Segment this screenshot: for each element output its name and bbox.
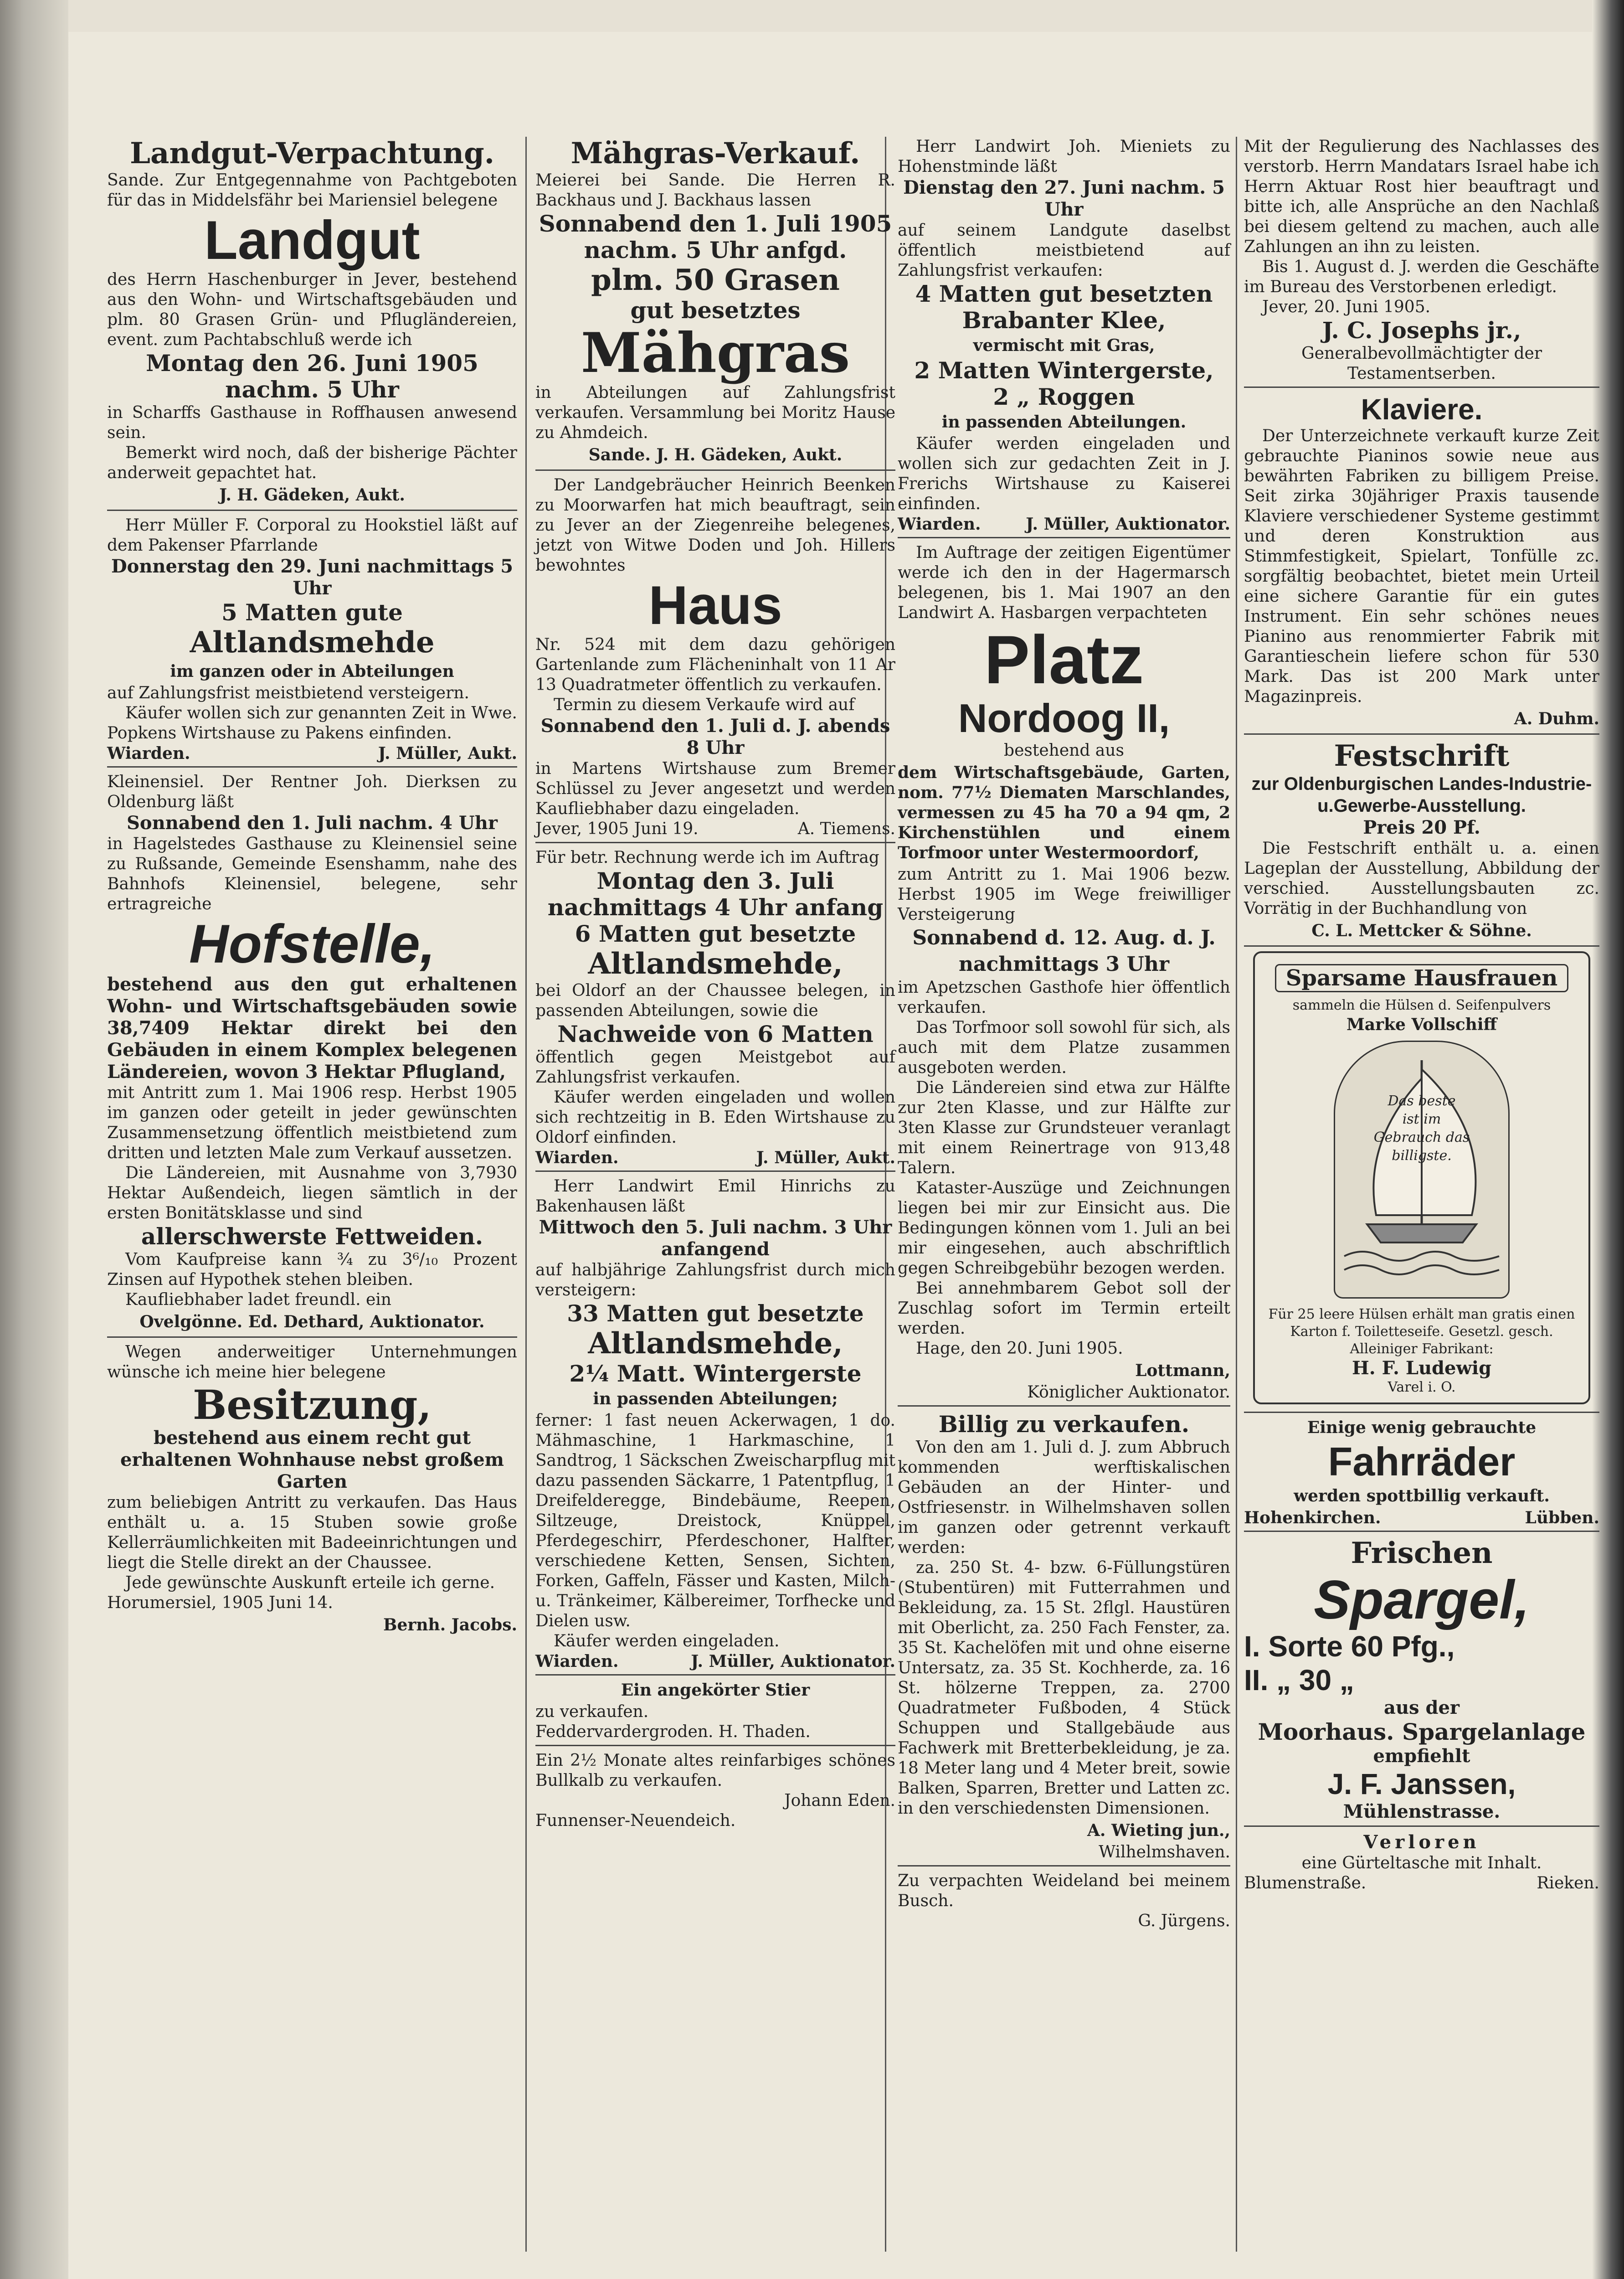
ad-place: Hage, den 20. Juni 1905. — [916, 1339, 1123, 1358]
ad-body: auf halbjährige Zahlungsfrist durch mich versteigern: — [535, 1261, 895, 1299]
ad-signature: J. C. Josephs jr., — [1322, 317, 1521, 344]
ad-sub: zur Oldenburgischen Landes-Industrie-u.Gewerbe-Ausstellung. — [1251, 774, 1592, 816]
ad-item: gut besetztes — [630, 297, 801, 324]
ad-big-title: Altlandsmehde, — [588, 947, 843, 981]
ad-hofstelle — [107, 772, 517, 1338]
ad-body: zum Antritt zu 1. Mai 1906 bezw. Herbst 1905 im Wege freiwilliger Versteigerung — [898, 865, 1230, 924]
column-rule — [525, 137, 527, 2252]
ad-date: Donnerstag den 29. Juni nachmittags 5 Uhr — [111, 556, 514, 599]
ad-body: Jede gewünschte Auskunft erteile ich gerne. — [125, 1573, 495, 1592]
ad-item: 6 Matten gut besetzte — [575, 920, 856, 947]
column-3 — [898, 137, 1230, 2252]
ad-item: 33 Matten gut besetzte — [567, 1300, 864, 1327]
ad-bullkalb — [535, 1751, 895, 1834]
ad-big-title: Hofstelle, — [189, 913, 436, 975]
sig-place: Jever, 1905 Juni 19. — [535, 820, 699, 838]
ad-body: zum beliebigen Antritt zu verkaufen. Das Haus enthält u. a. 15 Stuben sowie große Kellerräumlichkeiten mit Badeeinrichtungen und liegt die Stelle direkt an der Chaussee. — [107, 1493, 517, 1572]
sig-name: A. Tiemens. — [797, 820, 895, 838]
ad-signature-title: Königlicher Auktionator. — [1027, 1383, 1230, 1402]
ad-heading: Festschrift — [1334, 739, 1510, 773]
ad-big-title: Platz — [984, 621, 1144, 698]
ad-body: Vom Kaufpreise kann ¾ zu 3⁶/₁₀ Prozent Zinsen auf Hypothek stehen bleiben. — [107, 1250, 517, 1289]
ad-signature — [1244, 1873, 1599, 1893]
ad-klaviere — [1244, 392, 1599, 735]
ad-price-line: I. Sorte 60 Pfg., — [1244, 1630, 1455, 1663]
ad-heading: Mähgras-Verkauf. — [570, 136, 860, 170]
ad-item: 2 „ Roggen — [993, 383, 1135, 410]
ad-place: Jever, 20. Juni 1905. — [1262, 298, 1431, 316]
ad-intro: Im Auftrage der zeitigen Eigentümer werde ich den in der Hagermarsch belegenen, bis 1. Mai 1907 an den Landwirt A. Hasbargen verpachteten — [898, 543, 1230, 622]
sig-name: J. Müller, Auktionator. — [691, 1652, 895, 1671]
sig-place: Wiarden. — [107, 744, 190, 763]
ad-intro: Wegen anderweitiger Unternehmungen wünsche ich meine hier belegene — [107, 1343, 517, 1382]
vollschiff-frame — [1253, 951, 1590, 1404]
ad-date: Montag den 3. Juli — [596, 867, 834, 894]
sig-place: Wiarden. — [535, 1148, 619, 1167]
ad-body: in Hagelstedes Gasthause zu Kleinensiel seine zu Rußsande, Gemeinde Esenshamm, nahe des Bahnhofs Kleinensiel, belegene, sehr ertragreiche — [107, 835, 517, 913]
ad-body: werden spottbillig verkauft. — [1294, 1486, 1550, 1506]
ad-signature-place: Wilhelmshaven. — [1099, 1843, 1230, 1861]
ad-body: Mit der Regulierung des Nachlasses des verstorb. Herrn Mandatars Israel habe ich Herrn Aktuar Rost hier beauftragt und bitte ich, alle Ansprüche an den Nachlaß bei diesem geltend zu machen, auch alle Zahlungen an ihn zu leisten. — [1244, 137, 1599, 256]
ad-body: öffentlich gegen Meistgebot auf Zahlungsfrist verkaufen. — [535, 1048, 895, 1087]
ad-bold-body: bestehend aus den gut erhaltenen Wohn- und Wirtschaftsgebäuden sowie 38,7409 Hektar direkt bei den Gebäuden in einem Komplex belegenen Ländereien, wovon 3 Hektar Pflugland, — [107, 974, 517, 1083]
ad-besitzung — [107, 1342, 517, 1640]
ad-body: bei Oldorf an der Chaussee belegen, in passenden Abteilungen, sowie die — [535, 981, 895, 1020]
ad-big-title: Spargel, — [1314, 1569, 1530, 1630]
ad-signature: Lottmann, — [1135, 1361, 1230, 1380]
ad-intro: Für betr. Rechnung werde ich im Auftrag — [535, 848, 879, 867]
ad-date: Sonnabend den 1. Juli d. J. abends 8 Uhr — [540, 715, 890, 758]
ad-heading: Klaviere. — [1361, 393, 1483, 426]
ad-brand: Marke Vollschiff — [1346, 1015, 1497, 1034]
ad-bold-body: Ein angekörter Stier — [621, 1681, 810, 1700]
ad-heading: Landgut-Verpachtung. — [129, 136, 495, 170]
ad-time: nachmittags 3 Uhr — [958, 953, 1170, 976]
ad-sub: aus der — [1384, 1697, 1460, 1718]
ad-body: des Herrn Haschenburger in Jever, bestehend aus den Wohn- und Wirtschaftsgebäuden und plm. 80 Grasen Grün- und Pflugländereien, event. zum Pachtabschluß werde ich — [107, 270, 517, 349]
ad-big-title: Besitzung, — [192, 1381, 432, 1428]
ad-signature — [535, 1148, 895, 1168]
ad-body: Von den am 1. Juli d. J. zum Abbruch kommenden werftiskalischen Gebäuden an der Hinter- und Ostfriesenstr. in Wilhelmshaven sollen im ganzen oder getrennt verkauft werden: — [898, 1438, 1230, 1557]
ad-bold-body: bestehend aus einem recht gut erhaltenen Wohnhause nebst großem Garten — [120, 1427, 504, 1492]
ad-maker-label: Alleiniger Fabrikant: — [1350, 1341, 1494, 1357]
ad-item: plm. 50 Grasen — [591, 263, 840, 297]
ad-body: in Scharffs Gasthause in Roffhausen anwesend sein. — [107, 403, 517, 442]
ad-bold-body: dem Wirtschaftsgebäude, Garten, nom. 77½ Diematen Marschlandes, vermessen zu 45 ha 70 a 94 qm, 2 Kirchenstühlen und einem Torfmoor unter Westermoordorf, — [898, 763, 1230, 862]
ad-big-title: Mähgras — [581, 321, 850, 385]
ad-body: Käufer wollen sich zur genannten Zeit in Wwe. Popkens Wirtshause zu Pakens einfinden. — [107, 704, 517, 742]
column-4 — [1244, 137, 1599, 2252]
ad-sub: empfiehlt — [1373, 1745, 1470, 1767]
ad-signature — [1244, 1508, 1599, 1528]
ad-body: im Apetzschen Gasthofe hier öffentlich verkaufen. — [898, 978, 1230, 1017]
column-rule — [1236, 137, 1237, 2252]
ad-intro: Sande. Zur Entgegennahme von Pachtgeboten für das in Middelsfähr bei Mariensiel belegene — [107, 171, 517, 210]
ad-body: zu verkaufen. — [535, 1702, 649, 1721]
ad-big-title: Haus — [648, 575, 782, 636]
script-line: Gebrauch das — [1373, 1129, 1470, 1145]
ad-item: 4 Matten gut besetzten — [915, 280, 1213, 307]
ad-body: Der Unterzeichnete verkauft kurze Zeit gebrauchte Pianinos sowie neue aus bewährten Fabriken zu billigem Preise. Seit zirka 30jähriger Praxis tausende Klaviere verschiedener Systeme gestimmt und deren Konstruktion aus Stimmfestigkeit, Spielart, Tonfülle zc. sorgfältig beobachtet, bietet mein Urteil eine sichere Garantie für ein gutes Instrument. Ein sehr schönes neues Pianino aus renommierter Fabrik mit Garantieschein liefere schon für 530 Mark. Das ist 200 Mark unter Magazinpreis. — [1244, 427, 1599, 706]
ad-time: nachmittags 4 Uhr anfang — [547, 894, 884, 921]
ad-date: Dienstag den 27. Juni nachm. 5 Uhr — [903, 177, 1225, 220]
ad-intro: Herr Müller F. Corporal zu Hookstiel läßt auf dem Pakenser Pfarrlande — [107, 516, 517, 555]
ad-signature: Ovelgönne. Ed. Dethard, Auktionator. — [139, 1312, 485, 1331]
ad-big-title-2: Nordoog II, — [958, 696, 1170, 741]
ad-body: Käufer werden eingeladen. — [554, 1632, 780, 1650]
ad-body: za. 250 St. 4- bzw. 6-Füllungstüren (Stubentüren) mit Futterrahmen und Bekleidung, za. 15 St. 2flgl. Haustüren mit Oberlicht, za. 250 Fach Fenster, za. 35 St. Kachelöfen mit und ohne eiserne Untersatz, za. 35 St. Kochherde, za. 16 St. hölzerne Treppen, za. 2700 Quadratmeter Fußboden, 4 Stück Schuppen und Stallgebäude aus Fachwerk mit Bretterbekleidung, je za. 18 Meter lang und 4 Meter breit, sowie Balken, Sparren, Bretter und Latten zc. in den verschiedensten Dimensionen. — [898, 1558, 1230, 1818]
ad-body: Die Ländereien, mit Ausnahme von 3,7930 Hektar Außendeich, liegen sämtlich in der ersten Bonitätsklasse und sind — [107, 1164, 517, 1222]
book-binding — [0, 0, 68, 2279]
sig-place: Hohenkirchen. — [1244, 1508, 1381, 1527]
ad-price-line: II. „ 30 „ — [1244, 1664, 1354, 1696]
ad-body: Käufer werden eingeladen und wollen sich zur gedachten Zeit in J. Frerichs Wirtshause zu Kaiserei einfinden. — [898, 434, 1230, 513]
ad-maker-place: Varel i. O. — [1388, 1379, 1456, 1395]
ad-vollschiff — [1244, 951, 1599, 1413]
ad-landgut-verpachtung — [107, 137, 517, 511]
script-line: ist im — [1402, 1111, 1441, 1127]
sailboat-icon — [1335, 1042, 1508, 1297]
sailboat-illustration — [1334, 1041, 1510, 1299]
ad-festschrift — [1244, 739, 1599, 947]
ad-billig-zu-verkaufen — [898, 1411, 1230, 1867]
sig-name: J. Müller, Aukt. — [378, 744, 517, 763]
ad-body: Ein 2½ Monate altes reinfarbiges schönes Bullkalb zu verkaufen. — [535, 1751, 895, 1790]
ad-body: Nr. 524 mit dem dazu gehörigen Gartenlande zum Flächeninhalt von 11 Ar 13 Quadratmeter öffentlich zu verkaufen. — [535, 635, 895, 694]
ad-sub: sammeln die Hülsen d. Seifenpulvers — [1292, 997, 1551, 1013]
sig-place: Blumenstraße. — [1244, 1874, 1367, 1892]
ad-intro: Meierei bei Sande. Die Herren R. Backhaus und J. Backhaus lassen — [535, 171, 895, 210]
ad-stier — [535, 1680, 895, 1746]
ad-signature: Sande. J. H. Gädeken, Aukt. — [588, 445, 843, 464]
ad-body: ferner: 1 fast neuen Ackerwagen, 1 do. Mähmaschine, 1 Harkmaschine, 1 Sandtrog, 1 Säckschen Zweischarpflug mit dazu passenden Säckarre, 1 Patentpflug, 1 Dreifelderegge, Bindebäume, Reepen, Siltzeuge, Dreistock, Knüppel, Pferdegeschirr, Pferdeschoner, Halfter, verschiedene Ketten, Sensen, Sichten, Forken, Gaffeln, Fässer und Kasten, Milch- u. Tränkeimer, Kälbereimer, Torfhecke und Dielen usw. — [535, 1411, 895, 1630]
sig-name: J. Müller, Auktionator. — [1026, 515, 1230, 534]
ad-big-title: Fahrräder — [1328, 1439, 1516, 1484]
ad-body: Bei annehmbarem Gebot soll der Zuschlag sofort im Termin erteilt werden. — [898, 1279, 1230, 1338]
ad-intro: Herr Landwirt Joh. Mieniets zu Hohenstminde läßt — [898, 137, 1230, 176]
ad-intro: Herr Landwirt Emil Hinrichs zu Bakenhausen läßt — [535, 1177, 895, 1216]
ad-spargel — [1244, 1537, 1599, 1827]
ad-place: Horumersiel, 1905 Juni 14. — [107, 1593, 333, 1612]
ad-platz-nordoog — [898, 543, 1230, 1407]
sig-place: Wiarden. — [535, 1652, 619, 1671]
ad-body: auf Zahlungsfrist meistbietend versteigern. — [107, 684, 469, 702]
column-1 — [107, 137, 517, 2252]
ad-signature: C. L. Mettcker & Söhne. — [1311, 921, 1532, 940]
ad-hinrichs — [535, 1176, 895, 1676]
ad-date: Mittwoch den 5. Juli nachm. 3 Uhr anfangend — [539, 1217, 892, 1260]
ad-body: Kataster-Auszüge und Zeichnungen liegen bei mir zur Einsicht aus. Die Bedingungen können vom 1. Juli an bei mir eingesehen, auch abschriftlich gegen Schreibgebühr bezogen werden. — [898, 1179, 1230, 1278]
ad-haus — [535, 475, 895, 843]
ad-body: in Abteilungen auf Zahlungsfrist verkaufen. Versammlung bei Moritz Hause zu Ahmdeich. — [535, 383, 895, 442]
ad-altlandsmehde-oldorf — [535, 848, 895, 1172]
ad-body: Zu verpachten Weideland bei meinem Busch. — [898, 1872, 1230, 1910]
script-line: billigste. — [1392, 1148, 1452, 1164]
ad-body: Die Festschrift enthält u. a. einen Lageplan der Ausstellung, Abbildung der verschied. Ausstellungsbauten zc. Vorrätig in der Buchhandlung von — [1244, 839, 1599, 918]
ad-body: Das Torfmoor soll sowohl für sich, als auch mit dem Platze zusammen ausgeboten werden. — [898, 1018, 1230, 1077]
ad-note: Bemerkt wird noch, daß der bisherige Pächter anderweit gepachtet hat. — [107, 443, 517, 482]
ad-body: Die Ländereien sind etwa zur Hälfte zur 2ten Klasse, und zur Hälfte zur 3ten Klasse zur Grundsteuer veranlagt mit einem Reinertrage von 913,48 Talern. — [898, 1078, 1230, 1177]
ad-signature — [535, 1651, 895, 1671]
ad-place: Funnenser-Neuendeich. — [535, 1811, 736, 1830]
ad-big-title-2: allerschwerste Fettweiden. — [141, 1223, 483, 1250]
ad-date: Sonnabend den 1. Juli nachm. 4 Uhr — [127, 812, 498, 834]
ad-name: Moorhaus. Spargelanlage — [1258, 1718, 1586, 1745]
ad-bold-body: Nachweide von 6 Matten — [557, 1021, 874, 1047]
ad-maker-name: H. F. Ludewig — [1352, 1357, 1492, 1379]
ad-item: 2¼ Matt. Wintergerste — [569, 1360, 862, 1387]
column-2 — [535, 137, 895, 2252]
ad-signature — [107, 743, 517, 763]
ad-signature: G. Jürgens. — [1138, 1912, 1230, 1930]
ad-signature: J. H. Gädeken, Aukt. — [219, 485, 405, 505]
ad-body: Käufer werden eingeladen und wollen sich rechtzeitig in B. Eden Wirtshause zu Oldorf einfinden. — [535, 1088, 895, 1147]
sig-name: J. Müller, Aukt. — [756, 1148, 895, 1167]
ad-price: Preis 20 Pf. — [1363, 817, 1480, 838]
ad-intro: Kleinensiel. Der Rentner Joh. Dierksen zu Oldenburg läßt — [107, 773, 517, 811]
ad-title: Sparsame Hausfrauen — [1275, 964, 1568, 992]
ad-signature — [535, 819, 895, 839]
ad-body: in Martens Wirtshause zum Bremer Schlüssel zu Jever angesetzt und werden Kaufliebhaber dazu eingeladen. — [535, 759, 895, 818]
ad-sub: vermischt mit Gras, — [973, 336, 1155, 355]
ad-nachlass-israel — [1244, 137, 1599, 388]
ad-time: nachm. 5 Uhr — [225, 376, 399, 403]
ad-body: Bis 1. August d. J. werden die Geschäfte im Bureau des Verstorbenen erledigt. — [1244, 258, 1599, 296]
script-line: Das beste — [1388, 1093, 1456, 1109]
sig-place: Wiarden. — [898, 515, 981, 534]
ad-sub: bestehend aus — [1004, 741, 1124, 760]
ad-heading: Billig zu verkaufen. — [938, 1411, 1190, 1438]
ad-signature: A. Duhm. — [1514, 709, 1599, 728]
ad-time: nachm. 5 Uhr anfgd. — [584, 237, 847, 263]
ad-date: Sonnabend d. 12. Aug. d. J. — [912, 926, 1216, 949]
ad-verloren — [1244, 1831, 1599, 1896]
ad-signature: Johann Eden. — [784, 1791, 895, 1810]
ad-intro: Frischen — [1351, 1536, 1493, 1570]
ad-fahrraeder — [1244, 1418, 1599, 1532]
ad-body: Termin zu diesem Verkaufe wird auf — [554, 696, 855, 714]
ad-big-title: Altlandsmehde, — [588, 1326, 843, 1361]
ad-item: Brabanter Klee, — [962, 307, 1166, 334]
ad-street: Mühlenstrasse. — [1343, 1801, 1501, 1822]
ad-sub: im ganzen oder in Abteilungen — [170, 662, 454, 681]
ad-date: Montag den 26. Juni 1905 — [146, 350, 478, 376]
ad-intro: Der Landgebräucher Heinrich Beenken zu Moorwarfen hat mich beauftragt, sein zu Jever an der Ziegenreihe belegenes, jetzt von Witwe Doden und Joh. Hillers bewohntes — [535, 476, 895, 575]
ad-mieniets — [898, 137, 1230, 538]
ad-offer: Für 25 leere Hülsen erhält man gratis einen Karton f. Toiletteseife. Gesetzl. gesch. — [1268, 1306, 1575, 1340]
script-text — [1367, 1092, 1476, 1165]
ad-body: mit Antritt zum 1. Mai 1906 resp. Herbst 1905 im ganzen oder geteilt in jeder gewünschten Zusammensetzung öffentlich meistbietend zum dritten und letzten Male zum Verkauf aussetzen. — [107, 1083, 517, 1162]
ad-maehgras-verkauf — [535, 137, 895, 471]
ad-item: 2 Matten Wintergerste, — [914, 357, 1214, 384]
ad-seller: J. F. Janssen, — [1327, 1768, 1516, 1800]
ad-item: 5 Matten gute — [221, 599, 403, 626]
ad-intro: Einige wenig gebrauchte — [1307, 1418, 1537, 1437]
ad-weideland — [898, 1871, 1230, 1934]
ad-body: auf seinem Landgute daselbst öffentlich meistbietend auf Zahlungsfrist verkaufen: — [898, 221, 1230, 280]
ad-body: Kaufliebhaber ladet freundl. ein — [125, 1290, 391, 1309]
ad-big-title: Altlandsmehde — [190, 625, 435, 660]
ad-signature — [898, 514, 1230, 534]
ad-sub: in passenden Abteilungen; — [593, 1389, 838, 1408]
ad-date: Sonnabend den 1. Juli 1905 — [539, 210, 892, 237]
ad-signature: Feddervardergroden. H. Thaden. — [535, 1722, 811, 1741]
sig-name: Rieken. — [1537, 1874, 1599, 1892]
ad-sub: in passenden Abteilungen. — [941, 412, 1187, 432]
ad-big-title: Landgut — [204, 210, 420, 271]
sig-name: Lübben. — [1525, 1508, 1599, 1527]
ad-signature: Bernh. Jacobs. — [383, 1615, 517, 1634]
ad-signature: A. Wieting jun., — [1087, 1821, 1230, 1840]
ad-body: eine Gürteltasche mit Inhalt. — [1301, 1854, 1542, 1872]
ad-signature-title: Generalbevollmächtigter der Testamentserben. — [1301, 344, 1542, 383]
ad-altlandsmehde — [107, 516, 517, 768]
ad-heading: Verloren — [1363, 1831, 1480, 1853]
